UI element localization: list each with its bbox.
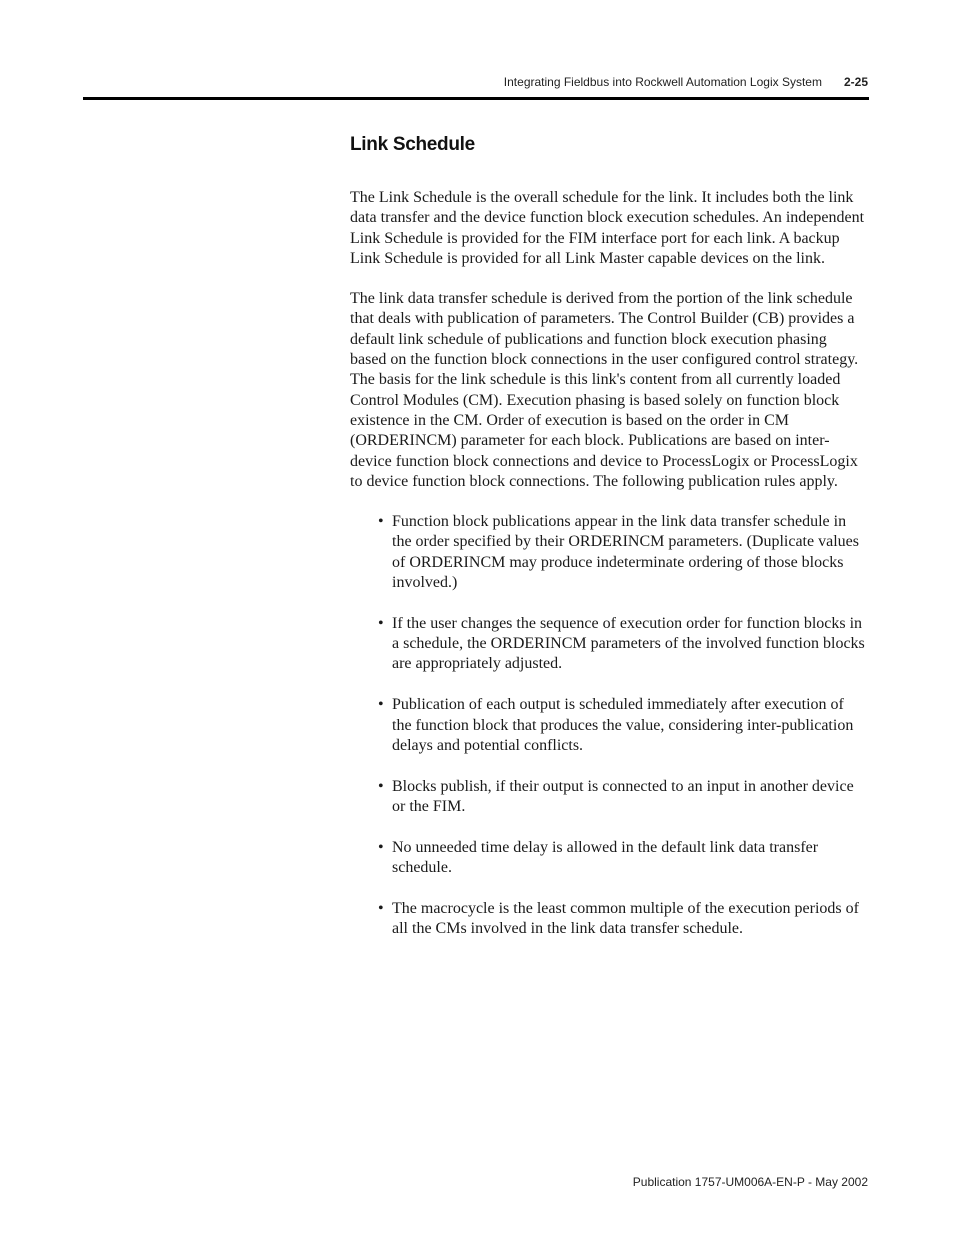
list-item	[378, 695, 866, 756]
list-item-text: No unneeded time delay is allowed in the default link data transfer schedule.	[392, 838, 819, 877]
list-item-text: Function block publications appear in the link data transfer schedule in the order specified by their ORDERINCM parameters. (Duplicate values of ORDERINCM may produce indeterminate ordering of those blocks involved.)	[392, 513, 859, 592]
header-rule	[83, 97, 869, 100]
bullet-icon: •	[378, 838, 384, 856]
list-item	[378, 838, 866, 879]
bullet-icon: •	[378, 696, 384, 714]
bullet-icon: •	[378, 513, 384, 531]
publication-rules-list	[350, 512, 866, 939]
list-item-text: Blocks publish, if their output is connected to an input in another device or the FIM.	[392, 777, 854, 815]
running-title: Integrating Fieldbus into Rockwell Automation Logix System	[503, 75, 822, 89]
publication-footer: Publication 1757-UM006A-EN-P - May 2002	[632, 1175, 868, 1189]
paragraph-1: The Link Schedule is the overall schedule for the link. It includes both the link data transfer and the device function block execution schedules. An independent Link Schedule is provided for the FIM interface port for each link. A backup Link Schedule is provided for all Link Master capable devices on the link.	[350, 189, 865, 267]
bullet-icon: •	[378, 614, 384, 632]
bullet-icon: •	[378, 777, 384, 795]
list-item-text: If the user changes the sequence of execution order for function blocks in a schedule, the ORDERINCM parameters of the involved function blocks are appropriately adjusted.	[392, 614, 865, 673]
list-item	[378, 512, 866, 593]
bullet-icon: •	[378, 899, 384, 917]
list-item	[378, 899, 866, 940]
running-header	[504, 75, 868, 89]
list-item-text: Publication of each output is scheduled immediately after execution of the function block that produces the value, considering inter-publication delays and potential conflicts.	[392, 696, 854, 754]
list-item-text: The macrocycle is the least common multiple of the execution periods of all the CMs involved in the link data transfer schedule.	[392, 899, 859, 938]
body-column	[350, 188, 866, 960]
page-number: 2-25	[843, 75, 868, 89]
section-title: Link Schedule	[350, 134, 475, 155]
list-item	[378, 614, 866, 675]
list-item	[378, 777, 866, 818]
paragraph-2: The link data transfer schedule is derived from the portion of the link schedule that deals with publication of parameters. The Control Builder (CB) provides a default link schedule of publications and function block execution phasing based on the function block connections in the user configured control strategy. The basis for the link schedule is this link's content from all currently loaded Control Modules (CM). Execution phasing is based solely on function block existence in the CM. Order of execution is based on the order in CM (ORDERINCM) parameter for each block. Publications are based on inter-device function block connections and device to ProcessLogix or ProcessLogix to device function block connections. The following publication rules apply.	[350, 290, 859, 490]
